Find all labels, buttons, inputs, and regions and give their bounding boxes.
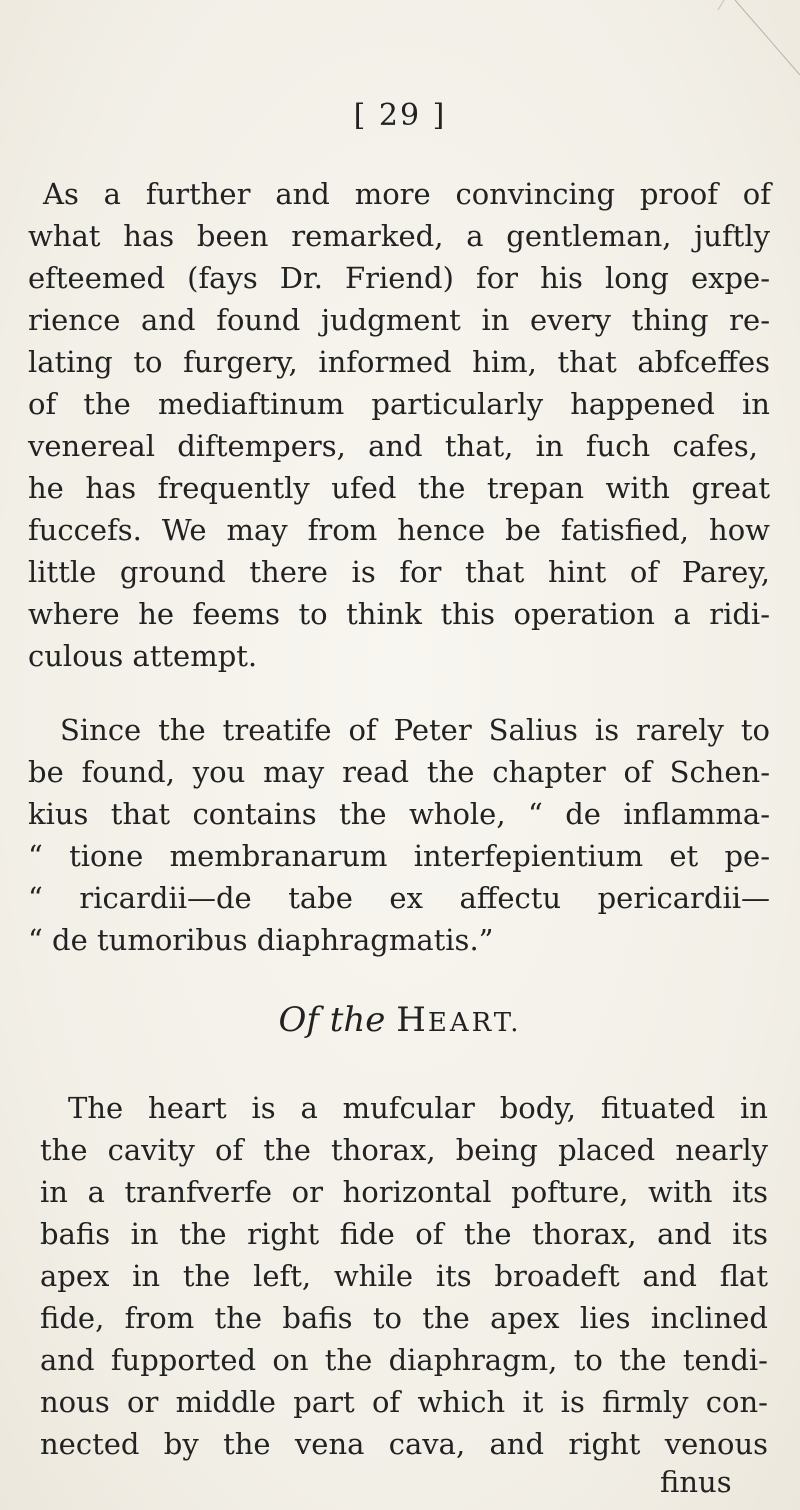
text-line: fuccefs. We may from hence be fatisfied, how: [28, 513, 770, 547]
text-line: nected by the vena cava, and right venous: [40, 1427, 768, 1461]
text-line: “ tione membranarum interfepientium et pe-: [28, 839, 770, 873]
text-line: “ ricardii—de tabe ex affectu pericardii—: [28, 881, 770, 915]
text-line: rience and found judgment in every thing re-: [28, 303, 770, 337]
heading-rest: EART.: [427, 1008, 522, 1038]
catchword: finus: [660, 1465, 732, 1499]
text-line: he has frequently ufed the trepan with great: [28, 471, 770, 505]
page-number: [ 29 ]: [353, 98, 447, 133]
text-line: efteemed (fays Dr. Friend) for his long expe-: [28, 261, 770, 295]
section-heading: [0, 1000, 800, 1040]
text-line: where he feems to think this operation a ridi-: [28, 597, 770, 631]
heading-prefix: Of the: [278, 1000, 386, 1040]
text-line: what has been remarked, a gentleman, juftly: [28, 219, 770, 253]
text-line: fide, from the bafis to the apex lies inclined: [40, 1301, 768, 1335]
text-line: nous or middle part of which it is firmly con-: [40, 1385, 768, 1419]
text-line: kius that contains the whole, “ de inflamma-: [28, 797, 770, 831]
text-line: lating to furgery, informed him, that abfceffes: [28, 345, 770, 379]
text-line: The heart is a mufcular body, fituated in: [68, 1091, 768, 1125]
text-line: the cavity of the thorax, being placed nearly: [40, 1133, 768, 1167]
text-line: apex in the left, while its broadeft and flat: [40, 1259, 768, 1293]
text-line: culous attempt.: [28, 639, 258, 673]
heading-initial: H: [396, 1000, 428, 1040]
text-line: little ground there is for that hint of Parey,: [28, 555, 770, 589]
text-line: of the mediaftinum particularly happened in: [28, 387, 770, 421]
text-line: in a tranfverfe or horizontal pofture, with its: [40, 1175, 768, 1209]
text-line: As a further and more convincing proof of: [43, 177, 771, 211]
text-line: “ de tumoribus diaphragmatis.”: [28, 923, 494, 957]
text-line: be found, you may read the chapter of Schen-: [28, 755, 770, 789]
text-line: venereal diftempers, and that, in fuch cafes,: [28, 429, 758, 463]
text-line: bafis in the right fide of the thorax, and its: [40, 1217, 768, 1251]
text-line: Since the treatife of Peter Salius is rarely to: [60, 713, 770, 747]
page-corner-fold-mark: [640, 0, 800, 110]
text-line: and fupported on the diaphragm, to the tendi-: [40, 1343, 768, 1377]
